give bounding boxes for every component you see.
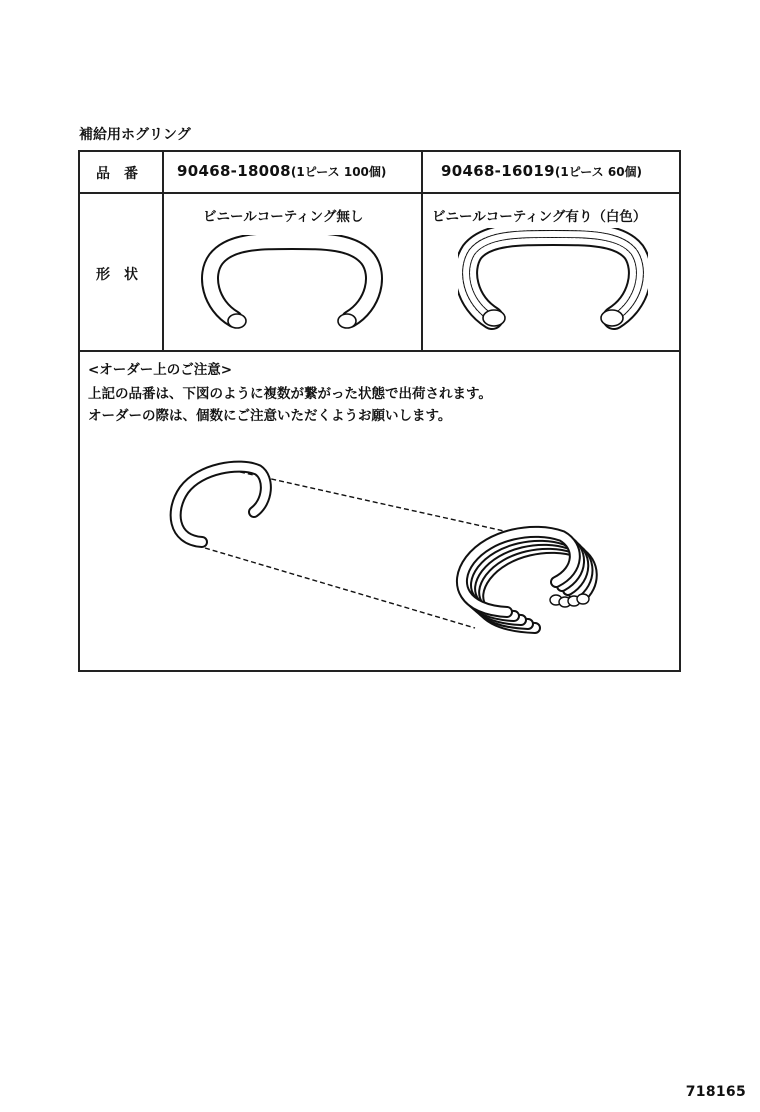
hog-ring-coated-icon [458,228,648,338]
shape-caption-uncoated: ビニールコーティング無し [203,209,364,225]
connected-hog-rings-icon [150,450,620,650]
part-number-16019: 90468-16019(1ピース 60個) [441,162,643,180]
part-number-18008: 90468-18008(1ピース 100個) [177,162,387,180]
part-number-label: 品 番 [96,166,138,182]
table-divider [78,192,681,194]
table-divider [421,150,423,351]
table-divider [162,150,164,351]
page-title: 補給用ホグリング [79,127,191,143]
notice-line-2: オーダーの際は、個数にご注意いただくようお願いします。 [88,408,452,424]
table-divider [78,350,681,352]
shape-caption-coated: ビニールコーティング有り（白色） [432,209,647,225]
notice-line-1: 上記の品番は、下図のように複数が繋がった状態で出荷されます。 [88,386,492,402]
shape-label: 形 状 [96,267,138,283]
notice-heading: <オーダー上のご注意> [88,362,233,378]
hog-ring-uncoated-icon [200,235,385,335]
figure-code: 718165 [685,1084,746,1100]
